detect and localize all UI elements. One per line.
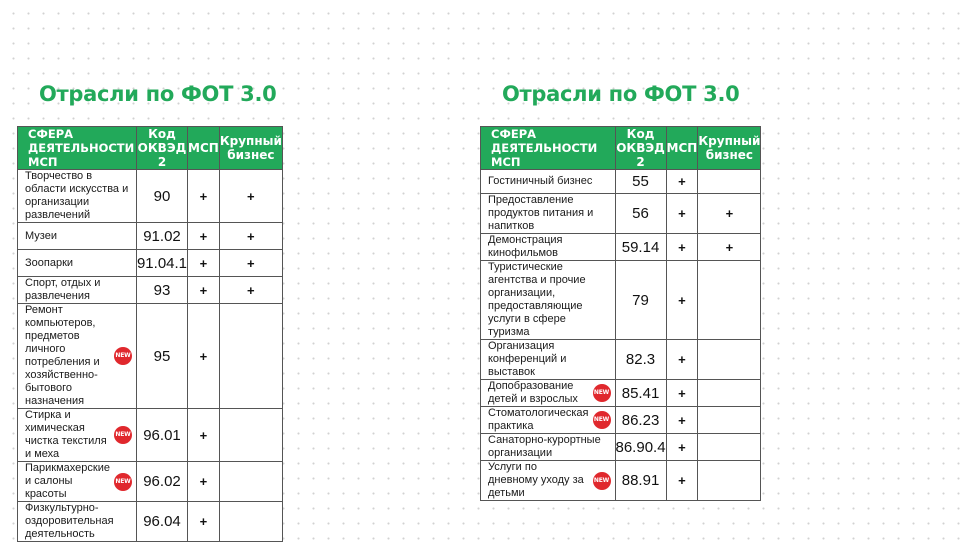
table-header-row: [18, 127, 283, 170]
header-msp: МСП: [188, 127, 220, 170]
new-badge-icon: NEW: [114, 473, 132, 491]
row-msp-mark: +: [666, 194, 698, 234]
row-big-mark: +: [219, 277, 282, 304]
row-code: 85.41: [615, 380, 666, 407]
new-badge-icon: NEW: [114, 347, 132, 365]
row-msp-mark: +: [666, 407, 698, 434]
new-badge-icon: NEW: [114, 426, 132, 444]
row-activity-text: Физкультурно-оздоровительная деятельность: [25, 502, 114, 540]
row-msp-mark: +: [188, 170, 220, 223]
row-activity: [18, 250, 137, 277]
new-badge-icon: NEW: [593, 411, 611, 429]
row-msp-mark: +: [666, 234, 698, 261]
header-code-line1: Код: [626, 127, 655, 141]
header-code: [136, 127, 187, 170]
row-code: 96.04: [136, 502, 187, 542]
row-activity: [18, 409, 137, 462]
row-activity-text: Демонстрация кинофильмов: [488, 234, 563, 259]
row-activity-text: Спорт, отдых и развлечения: [25, 277, 101, 302]
row-activity-text: Парикмахерские и салоны красоты: [25, 462, 110, 500]
row-code: 56: [615, 194, 666, 234]
header-big-line2: бизнес: [705, 148, 754, 162]
row-activity-text: Гостиничный бизнес: [488, 175, 593, 187]
row-big-mark: [219, 502, 282, 542]
row-msp-mark: +: [666, 340, 698, 380]
row-activity: [481, 380, 616, 407]
row-code: 91.02: [136, 223, 187, 250]
panel-title: Отрасли по ФОТ 3.0: [502, 82, 740, 106]
row-code: 82.3: [615, 340, 666, 380]
row-big-mark: [698, 340, 761, 380]
industries-table: [17, 126, 283, 542]
header-big-line1: Крупный: [219, 134, 282, 148]
row-activity-text: Стирка и химическая чистка текстиля и меха: [25, 409, 107, 460]
row-big-mark: [698, 380, 761, 407]
row-activity: [18, 462, 137, 502]
table-row: [481, 340, 761, 380]
row-big-mark: +: [698, 194, 761, 234]
row-activity: [18, 304, 137, 409]
table-row: [18, 170, 283, 223]
table-row: [481, 461, 761, 501]
row-msp-mark: +: [188, 409, 220, 462]
table-row: [481, 261, 761, 340]
row-code: 59.14: [615, 234, 666, 261]
row-msp-mark: +: [666, 380, 698, 407]
new-badge-icon: NEW: [593, 472, 611, 490]
row-activity-text: Санаторно-курортные организации: [488, 434, 601, 459]
table-row: [481, 380, 761, 407]
new-badge-icon: NEW: [593, 384, 611, 402]
row-code: 55: [615, 170, 666, 194]
header-code-line2: ОКВЭД 2: [616, 141, 665, 169]
row-activity: [18, 502, 137, 542]
table-row: [18, 223, 283, 250]
table-row: [481, 234, 761, 261]
row-big-mark: [219, 304, 282, 409]
row-activity-text: Стоматологическая практика: [488, 407, 589, 432]
row-activity-text: Туристические агентства и прочие организации, предоставляющие услуги в сфере туризма: [488, 261, 586, 338]
header-big-line1: Крупный: [698, 134, 761, 148]
row-activity: [18, 223, 137, 250]
row-code: 93: [136, 277, 187, 304]
table-row: [481, 434, 761, 461]
row-activity: [481, 461, 616, 501]
table-row: [18, 304, 283, 409]
panel-title: Отрасли по ФОТ 3.0: [39, 82, 277, 106]
row-activity: [481, 434, 616, 461]
row-activity-text: Зоопарки: [25, 256, 74, 269]
row-code: 86.23: [615, 407, 666, 434]
row-msp-mark: +: [188, 462, 220, 502]
row-big-mark: [219, 409, 282, 462]
header-sphere: СФЕРА ДЕЯТЕЛЬНОСТИ МСП: [481, 127, 616, 170]
row-code: 88.91: [615, 461, 666, 501]
row-activity-text: Организация конференций и выставок: [488, 340, 567, 378]
row-big-mark: +: [219, 170, 282, 223]
row-activity: [481, 194, 616, 234]
row-big-mark: +: [219, 250, 282, 277]
row-big-mark: [698, 170, 761, 194]
row-msp-mark: +: [666, 261, 698, 340]
row-code: 90: [136, 170, 187, 223]
row-msp-mark: +: [188, 223, 220, 250]
header-big-business: [698, 127, 761, 170]
row-big-mark: [698, 461, 761, 501]
row-code: 95: [136, 304, 187, 409]
row-activity-text: Творчество в области искусства и организации развлечений: [25, 170, 129, 221]
row-activity-text: Допобразование детей и взрослых: [488, 380, 578, 405]
table-row: [18, 502, 283, 542]
table-row: [18, 277, 283, 304]
row-activity: [481, 170, 616, 194]
row-activity-text: Ремонт компьютеров, предметов личного потребления и хозяйственно-бытового назначения: [25, 304, 100, 407]
row-code: 91.04.1: [136, 250, 187, 277]
row-code: 86.90.4: [615, 434, 666, 461]
row-activity: [481, 261, 616, 340]
row-msp-mark: +: [666, 461, 698, 501]
industries-table: [480, 126, 761, 501]
header-code-line2: ОКВЭД 2: [137, 141, 187, 169]
row-activity: [481, 340, 616, 380]
row-activity-text: Услуги по дневному уходу за детьми: [488, 461, 584, 499]
row-activity: [18, 170, 137, 223]
table-row: [18, 250, 283, 277]
row-code: 96.02: [136, 462, 187, 502]
row-msp-mark: +: [188, 304, 220, 409]
row-activity-text: Музеи: [25, 229, 57, 242]
table-row: [481, 170, 761, 194]
row-activity: [481, 407, 616, 434]
row-code: 96.01: [136, 409, 187, 462]
row-big-mark: [698, 407, 761, 434]
row-big-mark: +: [698, 234, 761, 261]
row-msp-mark: +: [666, 170, 698, 194]
header-big-business: [219, 127, 282, 170]
row-big-mark: [698, 434, 761, 461]
header-big-line2: бизнес: [227, 148, 275, 162]
row-big-mark: +: [219, 223, 282, 250]
row-activity: [481, 234, 616, 261]
header-code: [615, 127, 666, 170]
row-code: 79: [615, 261, 666, 340]
table-row: [481, 194, 761, 234]
row-msp-mark: +: [188, 502, 220, 542]
table-header-row: [481, 127, 761, 170]
table-row: [18, 409, 283, 462]
header-code-line1: Код: [148, 127, 176, 141]
table-row: [481, 407, 761, 434]
row-activity: [18, 277, 137, 304]
header-msp: МСП: [666, 127, 698, 170]
header-sphere: СФЕРА ДЕЯТЕЛЬНОСТИ МСП: [18, 127, 137, 170]
row-activity-text: Предоставление продуктов питания и напитков: [488, 194, 594, 232]
row-big-mark: [219, 462, 282, 502]
row-msp-mark: +: [188, 250, 220, 277]
row-msp-mark: +: [666, 434, 698, 461]
table-row: [18, 462, 283, 502]
row-big-mark: [698, 261, 761, 340]
row-msp-mark: +: [188, 277, 220, 304]
